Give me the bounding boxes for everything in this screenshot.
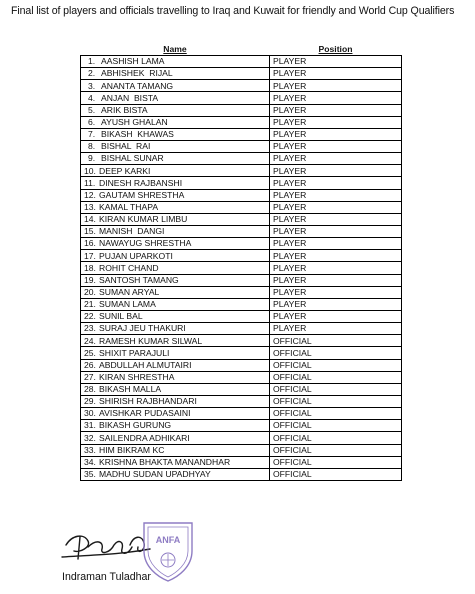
- table-row: [81, 80, 402, 92]
- player-name-cell: [81, 323, 270, 335]
- person-name: SHIRISH RAJBHANDARI: [99, 396, 197, 407]
- person-name: KRISHNA BHAKTA MANANDHAR: [99, 456, 231, 467]
- player-name-cell: [81, 262, 270, 274]
- position-cell: PLAYER: [270, 238, 402, 250]
- person-name: ABDULLAH ALMUTAIRI: [99, 359, 192, 370]
- person-name: SUNIL BAL: [99, 311, 143, 322]
- row-number: 2.: [88, 68, 96, 79]
- position-cell: PLAYER: [270, 298, 402, 310]
- row-number: 6.: [88, 116, 96, 127]
- position-cell: PLAYER: [270, 286, 402, 298]
- player-name-cell: [81, 201, 270, 213]
- person-name: MANISH DANGI: [99, 226, 165, 237]
- person-name: BIKASH MALLA: [99, 384, 162, 395]
- row-number: 23.: [84, 323, 96, 334]
- position-cell: PLAYER: [270, 310, 402, 322]
- row-number: 29.: [84, 396, 96, 407]
- player-name-cell: [81, 274, 270, 286]
- player-name-cell: [81, 347, 270, 359]
- player-name-cell: [81, 456, 270, 468]
- player-name-cell: [81, 153, 270, 165]
- table-row: [81, 177, 402, 189]
- position-cell: PLAYER: [270, 189, 402, 201]
- position-cell: OFFICIAL: [270, 383, 402, 395]
- person-name: KIRAN SHRESTHA: [99, 371, 175, 382]
- person-name: BIKASH GURUNG: [99, 420, 172, 431]
- row-number: 5.: [88, 104, 96, 115]
- person-name: SUMAN LAMA: [99, 299, 156, 310]
- player-name-cell: [81, 250, 270, 262]
- row-number: 20.: [84, 286, 96, 297]
- table-row: [81, 420, 402, 432]
- table-row: [81, 201, 402, 213]
- position-cell: PLAYER: [270, 213, 402, 225]
- player-name-cell: [81, 116, 270, 128]
- position-cell: OFFICIAL: [270, 395, 402, 407]
- row-number: 25.: [84, 347, 96, 358]
- player-name-cell: [81, 213, 270, 225]
- player-name-cell: [81, 286, 270, 298]
- table-row: [81, 68, 402, 80]
- person-name: SHIXIT PARAJULI: [99, 347, 170, 358]
- table-row: [81, 432, 402, 444]
- player-name-cell: [81, 128, 270, 140]
- position-cell: PLAYER: [270, 262, 402, 274]
- position-cell: PLAYER: [270, 80, 402, 92]
- table-row: [81, 395, 402, 407]
- position-cell: PLAYER: [270, 225, 402, 237]
- row-number: 18.: [84, 262, 96, 273]
- person-name: MADHU SUDAN UPADHYAY: [99, 469, 211, 480]
- player-name-cell: [81, 371, 270, 383]
- row-number: 31.: [84, 420, 96, 431]
- player-name-cell: [81, 238, 270, 250]
- row-number: 10.: [84, 165, 96, 176]
- person-name: ROHIT CHAND: [99, 262, 159, 273]
- name-column-header: Name: [163, 43, 187, 54]
- row-number: 33.: [84, 444, 96, 455]
- player-name-cell: [81, 298, 270, 310]
- person-name: DEEP KARKI: [99, 165, 151, 176]
- person-name: PUJAN UPARKOTI: [99, 250, 173, 261]
- person-name: ANJAN BISTA: [101, 92, 159, 103]
- player-name-cell: [81, 335, 270, 347]
- person-name: SUMAN ARYAL: [99, 286, 160, 297]
- player-name-cell: [81, 310, 270, 322]
- person-name: BISHAL SUNAR: [101, 153, 164, 164]
- table-header-row: [81, 44, 402, 56]
- row-number: 21.: [84, 299, 96, 310]
- player-name-cell: [81, 92, 270, 104]
- player-name-cell: [81, 408, 270, 420]
- stamp-text: ANFA: [155, 535, 181, 545]
- position-cell: OFFICIAL: [270, 371, 402, 383]
- table-row: [81, 225, 402, 237]
- row-number: 12.: [84, 189, 96, 200]
- position-cell: PLAYER: [270, 140, 402, 152]
- row-number: 19.: [84, 274, 96, 285]
- table-row: [81, 116, 402, 128]
- table-row: [81, 153, 402, 165]
- position-cell: OFFICIAL: [270, 444, 402, 456]
- position-cell: OFFICIAL: [270, 420, 402, 432]
- row-number: 11.: [84, 177, 96, 188]
- player-name-cell: [81, 395, 270, 407]
- player-name-cell: [81, 383, 270, 395]
- player-name-cell: [81, 80, 270, 92]
- table-row: [81, 286, 402, 298]
- signer-name: Indraman Tuladhar: [62, 571, 151, 583]
- row-number: 16.: [84, 238, 96, 249]
- player-name-cell: [81, 56, 270, 68]
- table-row: [81, 323, 402, 335]
- roster-body: [81, 56, 402, 481]
- position-cell: PLAYER: [270, 104, 402, 116]
- player-name-cell: [81, 444, 270, 456]
- player-name-cell: [81, 359, 270, 371]
- row-number: 26.: [84, 359, 96, 370]
- table-row: [81, 274, 402, 286]
- table-row: [81, 92, 402, 104]
- person-name: SURAJ JEU THAKURI: [99, 323, 186, 334]
- position-cell: PLAYER: [270, 323, 402, 335]
- table-row: [81, 262, 402, 274]
- table-row: [81, 165, 402, 177]
- position-cell: PLAYER: [270, 153, 402, 165]
- position-cell: PLAYER: [270, 274, 402, 286]
- row-number: 8.: [88, 141, 96, 152]
- player-name-cell: [81, 189, 270, 201]
- row-number: 28.: [84, 384, 96, 395]
- position-cell: PLAYER: [270, 56, 402, 68]
- table-row: [81, 213, 402, 225]
- row-number: 30.: [84, 408, 96, 419]
- table-row: [81, 468, 402, 480]
- position-cell: OFFICIAL: [270, 359, 402, 371]
- row-number: 32.: [84, 432, 96, 443]
- row-number: 14.: [84, 214, 96, 225]
- player-name-cell: [81, 225, 270, 237]
- roster-table: [80, 44, 402, 481]
- row-number: 13.: [84, 201, 96, 212]
- person-name: NAWAYUG SHRESTHA: [99, 238, 192, 249]
- table-row: [81, 140, 402, 152]
- person-name: SANTOSH TAMANG: [99, 274, 179, 285]
- row-number: 17.: [84, 250, 96, 261]
- player-name-cell: [81, 140, 270, 152]
- position-cell: OFFICIAL: [270, 432, 402, 444]
- table-row: [81, 310, 402, 322]
- person-name: DINESH RAJBANSHI: [99, 177, 183, 188]
- person-name: GAUTAM SHRESTHA: [99, 189, 185, 200]
- row-number: 1.: [88, 56, 96, 67]
- row-number: 4.: [88, 92, 96, 103]
- player-name-cell: [81, 104, 270, 116]
- player-name-cell: [81, 432, 270, 444]
- table-row: [81, 104, 402, 116]
- table-row: [81, 298, 402, 310]
- table-row: [81, 408, 402, 420]
- table-row: [81, 359, 402, 371]
- position-cell: PLAYER: [270, 128, 402, 140]
- row-number: 35.: [84, 469, 96, 480]
- row-number: 3.: [88, 80, 96, 91]
- table-row: [81, 456, 402, 468]
- person-name: BISHAL RAI: [101, 141, 151, 152]
- position-cell: PLAYER: [270, 92, 402, 104]
- table-row: [81, 56, 402, 68]
- person-name: KAMAL THAPA: [99, 201, 159, 212]
- person-name: BIKASH KHAWAS: [101, 129, 174, 140]
- player-name-cell: [81, 468, 270, 480]
- table-row: [81, 347, 402, 359]
- player-name-cell: [81, 165, 270, 177]
- player-name-cell: [81, 177, 270, 189]
- row-number: 34.: [84, 456, 96, 467]
- table-row: [81, 444, 402, 456]
- position-cell: OFFICIAL: [270, 408, 402, 420]
- document-title: Final list of players and officials travelling to Iraq and Kuwait for friendly and World Cup Qualifiers: [11, 5, 455, 17]
- position-cell: PLAYER: [270, 201, 402, 213]
- row-number: 7.: [88, 129, 96, 140]
- table-row: [81, 238, 402, 250]
- person-name: AVISHKAR PUDASAINI: [99, 408, 191, 419]
- player-name-cell: [81, 420, 270, 432]
- person-name: HIM BIKRAM KC: [99, 444, 165, 455]
- table-row: [81, 335, 402, 347]
- position-cell: OFFICIAL: [270, 335, 402, 347]
- position-column-header: Position: [318, 43, 353, 54]
- position-cell: OFFICIAL: [270, 468, 402, 480]
- row-number: 27.: [84, 371, 96, 382]
- table-row: [81, 383, 402, 395]
- person-name: AASHISH LAMA: [101, 56, 165, 67]
- row-number: 9.: [88, 153, 96, 164]
- position-cell: PLAYER: [270, 250, 402, 262]
- row-number: 24.: [84, 335, 96, 346]
- row-number: 15.: [84, 226, 96, 237]
- position-cell: OFFICIAL: [270, 456, 402, 468]
- position-cell: PLAYER: [270, 165, 402, 177]
- position-cell: PLAYER: [270, 116, 402, 128]
- table-row: [81, 371, 402, 383]
- player-name-cell: [81, 68, 270, 80]
- table-row: [81, 189, 402, 201]
- person-name: ANANTA TAMANG: [101, 80, 174, 91]
- person-name: AYUSH GHALAN: [101, 116, 168, 127]
- table-row: [81, 250, 402, 262]
- position-cell: OFFICIAL: [270, 347, 402, 359]
- person-name: ARIK BISTA: [101, 104, 148, 115]
- position-cell: PLAYER: [270, 68, 402, 80]
- row-number: 22.: [84, 311, 96, 322]
- position-cell: PLAYER: [270, 177, 402, 189]
- person-name: RAMESH KUMAR SILWAL: [99, 335, 203, 346]
- person-name: KIRAN KUMAR LIMBU: [99, 214, 188, 225]
- table-row: [81, 128, 402, 140]
- person-name: SAILENDRA ADHIKARI: [99, 432, 190, 443]
- person-name: ABHISHEK RIJAL: [101, 68, 173, 79]
